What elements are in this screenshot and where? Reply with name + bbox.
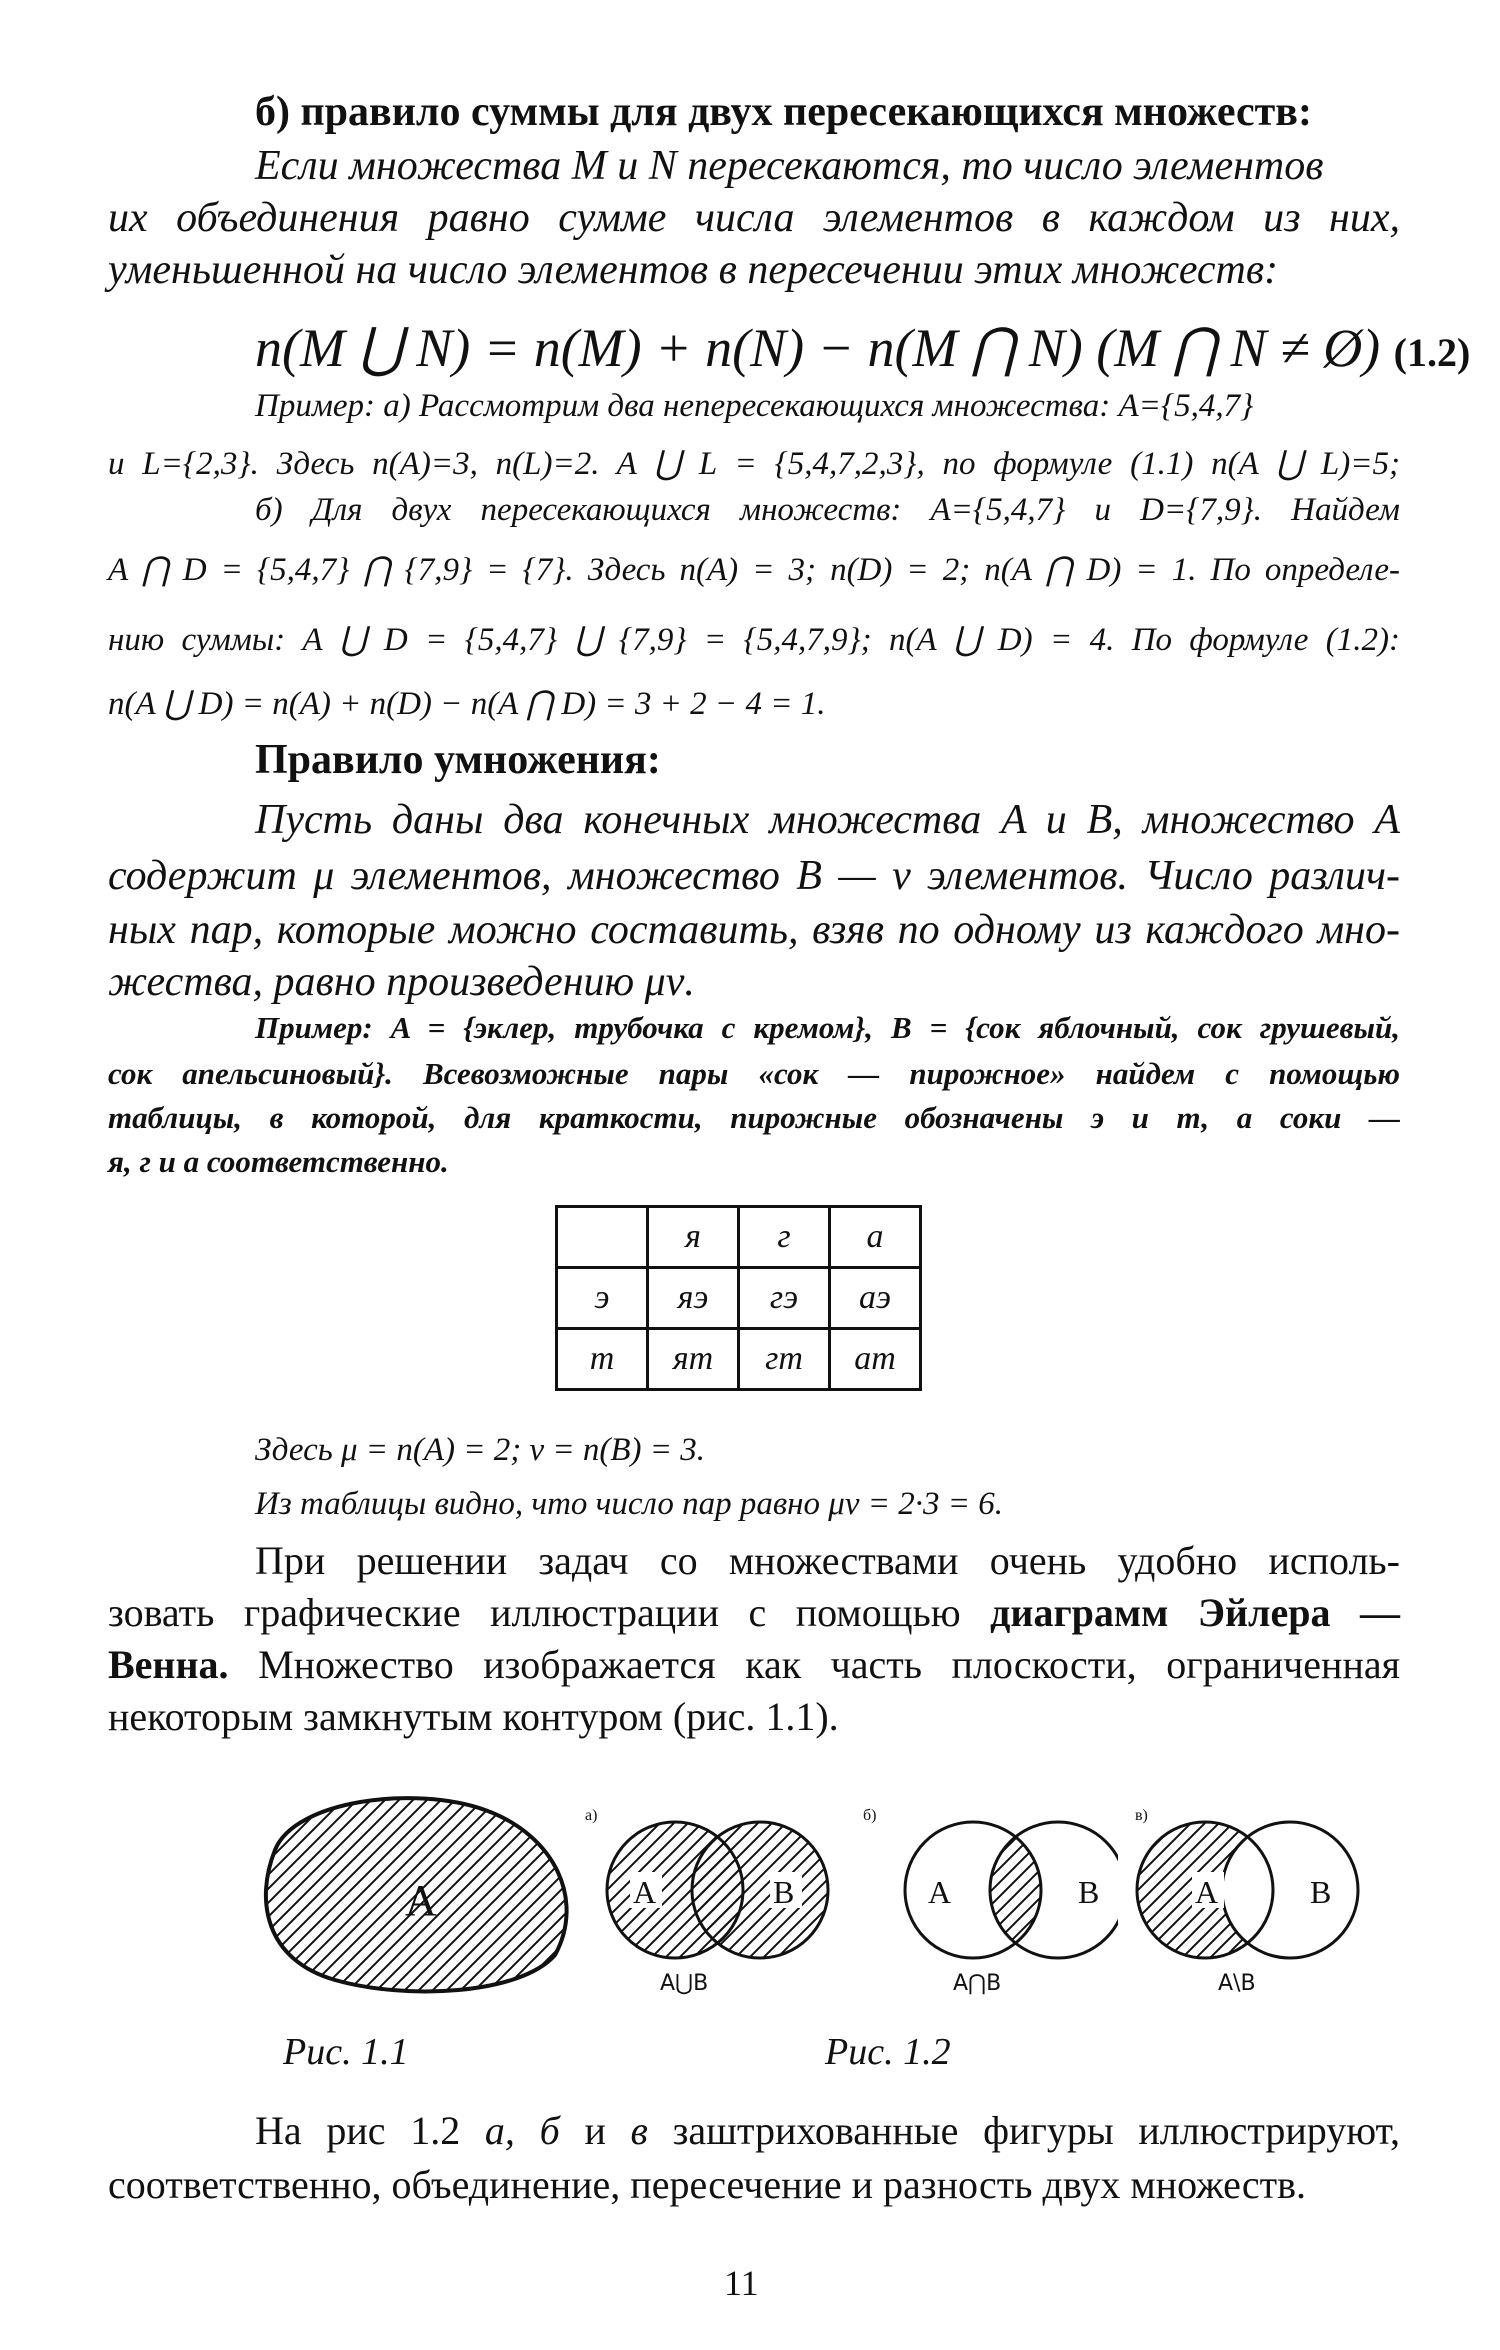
rule-line-1: Если множества M и N пересекаются, то число элементов	[255, 143, 1324, 189]
venn-para-text: Множество изображается как часть плоскости, ограниченная	[258, 1642, 1401, 1687]
after-table-line-2: Из таблицы видно, что число пар равно μν = 2·3 = 6.	[255, 1486, 1004, 1522]
table-cell: а	[830, 1207, 921, 1268]
pairs-table	[555, 1205, 922, 1391]
table-cell: гэ	[739, 1268, 830, 1329]
label-a: A	[633, 1874, 657, 1910]
table-cell: ят	[648, 1329, 739, 1390]
table-cell: аэ	[830, 1268, 921, 1329]
after-table-line-1: Здесь μ = n(A) = 2; ν = n(B) = 3.	[255, 1432, 706, 1468]
caption-fig-1-2: Рис. 1.2	[825, 2031, 951, 2073]
formula-number: (1.2)	[1393, 330, 1471, 375]
caption-difference: A\B	[1218, 1971, 1256, 1996]
mult-line-1: Пусть даны два конечных множества A и B, множество A	[255, 797, 1400, 843]
rule-line-3: уменьшенной на число элементов в пересечении этих множеств:	[108, 247, 1279, 293]
example2-line-1: Пример: A = {эклер, трубочка с кремом}, B = {сок яблочный, сок грушевый,	[255, 1010, 1400, 1045]
closing-text: и	[584, 2108, 606, 2153]
label-b: B	[1078, 1874, 1100, 1910]
closing-mark: в	[630, 2108, 648, 2153]
table-cell: гт	[739, 1329, 830, 1390]
figure-1-1-set	[255, 1790, 585, 2000]
closing-line-2: соответственно, объединение, пересечение и разность двух множеств.	[108, 2162, 1307, 2207]
fig-mark-b: б)	[863, 1807, 877, 1824]
table-cell: т	[557, 1329, 648, 1390]
venn-para-text: зовать графические иллюстрации с помощью	[108, 1590, 961, 1635]
example1-line-2: и L={2,3}. Здесь n(A)=3, n(L)=2. A ⋃ L = {5,4,7,2,3}, по формуле (1.1) n(A ⋃ L)=5;	[108, 446, 1400, 482]
venn-para-line-3	[108, 1642, 1400, 1688]
sum-rule-formula	[255, 316, 1471, 379]
mult-line-4: жества, равно произведению μν.	[108, 959, 695, 1005]
table-cell: г	[739, 1207, 830, 1268]
page-number: 11	[724, 2263, 759, 2303]
label-a: A	[928, 1874, 952, 1910]
figure-intersection	[858, 1800, 1118, 2000]
venn-para-line-2	[108, 1590, 1400, 1636]
fig1-set-label: A	[405, 1876, 437, 1925]
table-cell: яэ	[648, 1268, 739, 1329]
venn-term: диаграмм Эйлера —	[990, 1590, 1400, 1635]
closing-marks: а, б	[484, 2108, 560, 2153]
label-b: B	[1310, 1874, 1332, 1910]
example2-line-3: таблицы, в которой, для краткости, пирожные обозначены э и т, а соки —	[108, 1100, 1400, 1135]
label-b: B	[773, 1874, 795, 1910]
caption-union: A⋃B	[660, 1971, 709, 1996]
formula-expression: n(M ⋃ N) = n(M) + n(N) − n(M ⋂ N) (M ⋂ N ≠ Ø)	[255, 318, 1381, 378]
fig-mark-a: а)	[585, 1807, 598, 1824]
closing-text: На рис 1.2	[255, 2108, 461, 2153]
circle-b	[692, 1822, 828, 1958]
example1-line-6: n(A ⋃ D) = n(A) + n(D) − n(A ⋂ D) = 3 + 2 − 4 = 1.	[108, 686, 826, 722]
mult-line-2: содержит μ элементов, множество B — ν элементов. Число различ-	[108, 853, 1400, 899]
closing-text: заштрихованные фигуры иллюстрируют,	[672, 2108, 1401, 2153]
example1-line-3: б) Для двух пересекающихся множеств: A={5,4,7} и D={7,9}. Найдем	[255, 492, 1400, 528]
mult-line-3: ных пар, которые можно составить, взяв по одному из каждого мно-	[108, 907, 1400, 953]
table-header-row	[557, 1207, 921, 1268]
table-cell	[557, 1207, 648, 1268]
rule-line-2: их объединения равно сумме числа элементов в каждом из них,	[108, 195, 1400, 241]
caption-fig-1-1: Рис. 1.1	[283, 2031, 409, 2073]
section-heading-b: б) правило суммы для двух пересекающихся множеств:	[255, 89, 1312, 135]
table-row	[557, 1268, 921, 1329]
venn-para-line-4: некоторым замкнутым контуром (рис. 1.1).	[108, 1694, 839, 1739]
table-cell: ат	[830, 1329, 921, 1390]
example2-line-4: я, г и а соответственно.	[108, 1144, 449, 1179]
figure-union	[585, 1800, 845, 2000]
table-cell: э	[557, 1268, 648, 1329]
closing-line-1	[255, 2108, 1400, 2154]
example1-line-5: нию суммы: A ⋃ D = {5,4,7} ⋃ {7,9} = {5,4,7,9}; n(A ⋃ D) = 4. По формуле (1.2):	[108, 622, 1400, 658]
table-cell: я	[648, 1207, 739, 1268]
example2-line-2: сок апельсиновый}. Всевозможные пары «сок — пирожное» найдем с помощью	[108, 1056, 1400, 1091]
table-row	[557, 1329, 921, 1390]
figure-difference	[1130, 1800, 1400, 2000]
venn-para-line-1: При решении задач со множествами очень удобно исполь-	[255, 1538, 1400, 1583]
example1-line-4: A ⋂ D = {5,4,7} ⋂ {7,9} = {7}. Здесь n(A) = 3; n(D) = 2; n(A ⋂ D) = 1. По определе-	[108, 552, 1400, 588]
multiplication-heading: Правило умножения:	[255, 737, 661, 783]
venn-term-cont: Венна.	[108, 1642, 229, 1687]
caption-intersection: A⋂B	[953, 1971, 1002, 1996]
example1-line-1: Пример: а) Рассмотрим два непересекающихся множества: A={5,4,7}	[255, 388, 1254, 424]
label-a: A	[1195, 1874, 1219, 1910]
